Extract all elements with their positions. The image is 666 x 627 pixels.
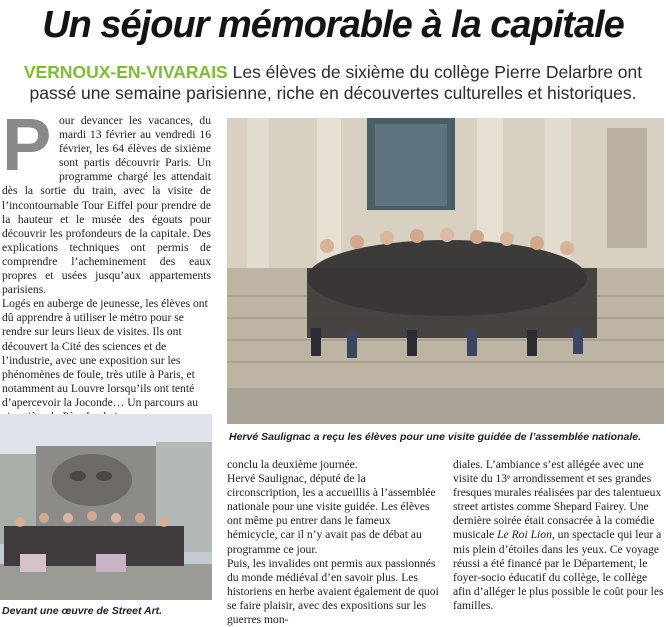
- article-column-1: [2, 103, 211, 424]
- article-chapo: [6, 62, 660, 104]
- caption-street-art-photo: Devant une œuvre de Street Art.: [2, 605, 163, 617]
- article-headline: Un séjour mémorable à la capitale: [42, 4, 624, 46]
- photo-assembly-group: [227, 118, 664, 424]
- drop-cap: P: [2, 103, 52, 186]
- paragraph-6-start: diales. L’ambiance s’est allégée avec une visite du 13ᵉ arrondissement et ses grandes fresques murales réalisées par des talentueux street artistes comme Shepard Fairey. Une dernière soirée était consacrée à la comédie musicale: [453, 458, 662, 542]
- chapo-text: Les élèves de sixième du collège Pierre Delarbre ont passé une semaine parisienne, riche en découvertes culturelles et historiques.: [29, 62, 643, 103]
- photo-assembly-illustration: [227, 118, 664, 424]
- paragraph-2: Logés en auberge de jeunesse, les élèves ont dû apprendre à utiliser le métro pour se rendre sur leurs lieux de visites. Ils ont découvert la Cité des sciences et de l’industrie, avec une exposition sur les phénomènes de foule, très utile à Paris, et notamment au Louvre lorsqu’ils ont tenté d’apercevoir la Joconde… Un parcours au: [2, 297, 208, 409]
- paragraph-3: conclu la deuxième journée.: [227, 458, 358, 471]
- article-column-3: [453, 458, 664, 613]
- paragraph-1: our devancer les vacances, du mardi 13 février au vendredi 16 février, les 64 élèves de sixième sont partis découvrir Paris. Un programme chargé les attendait dès la sortie du train, avec la visite de l’incontournable Tour Eiffel pour prendre de la hauteur et le musée des égouts pour découvrir les profondeurs de la capitale. Des explications techniques ont permis de comprendre l’acheminement des eaux propres et usées jusqu’aux appartements parisiens.: [2, 114, 211, 297]
- article-column-2: [227, 458, 441, 627]
- paragraph-6: [453, 458, 664, 613]
- location-label: VERNOUX-EN-VIVARAIS: [23, 62, 228, 82]
- paragraph-5: Puis, les invalides ont permis aux passionnés du monde médiéval d’en savoir plus. Les historiens en herbe avaient également de quoi se faire plaisir, avec des expositions sur les guerres mon-: [227, 556, 439, 627]
- caption-assembly-photo: Hervé Saulignac a reçu les élèves pour une visite guidée de l’assemblée nationale.: [229, 431, 642, 443]
- photo-street-art-group: [0, 414, 212, 600]
- paragraph-4: Hervé Saulignac, député de la circonscription, les a accueillis à l’assemblée nationale pour une visite guidée. Les élèves ont même pu entrer dans le fameux hémicycle, car il n’y avait pas de débat au programme ce jour.: [227, 472, 436, 556]
- show-title: Le Roi Lion: [497, 528, 552, 542]
- paragraph-6-end: , un spectacle qui leur a mis plein d’étoiles dans les yeux. Ce voyage réussi a été financé par le Département, le foyer-socio éducatif du collège, le collège afin d’alléger le plus possible le coût pour les familles.: [453, 528, 664, 612]
- photo-street-art-illustration: [0, 414, 212, 600]
